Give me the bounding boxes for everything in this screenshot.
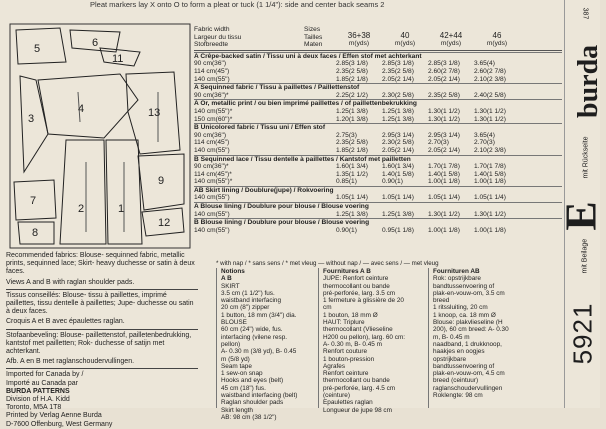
pattern-number: 5921: [567, 302, 598, 365]
unit-label: m(yds): [394, 39, 416, 47]
yardage-cell: 1.30(1 1/2): [428, 107, 460, 115]
yardage-cell: 1.00(1 1/8): [428, 178, 460, 186]
yardage-cell: 2.60(2 7/8): [428, 67, 460, 75]
brand-strip: [556, 0, 606, 408]
divider: [6, 289, 198, 290]
notions-line: Raglan shoulder pads: [221, 399, 284, 407]
table-row: [194, 60, 562, 68]
section-title: B Sequinned lace / Tissu dentelle à paillettes / Kantstof met pailletten: [194, 155, 411, 163]
fournitures-line: A- 0.30 m, B- 0.45 m: [323, 340, 382, 348]
fournitures-line: pré-perforée, larg. 4.5 cm: [323, 384, 396, 392]
yardage-cell: 1.30(1 1/2): [428, 210, 460, 218]
fournituren-line: Fournituren AB: [433, 268, 480, 275]
table-row: [194, 132, 562, 140]
pattern-pieces-diagram: [8, 22, 192, 250]
fabric-recommendations: [6, 252, 198, 428]
notions-line: Notions: [221, 268, 245, 275]
fournitures-column: [318, 268, 426, 414]
table-row: [194, 227, 562, 235]
section-title: A Sequinned fabric / Tissu à paillettes / Paillettenstof: [194, 84, 360, 92]
yardage-cell: 1.85(2 1/8): [336, 75, 368, 83]
fournituren-line: haakjes en oogjes: [433, 348, 485, 356]
fournitures-line: Agrafes: [323, 362, 346, 370]
yardage-cell: 2.70(3): [474, 139, 495, 147]
fournituren-line: breed (ceintuur): [433, 377, 479, 385]
notions-line: 20 cm (8") zipper: [221, 304, 270, 312]
imprint-line: Toronto, M5A 1T8: [6, 404, 62, 412]
header-line: Largeur du tissu: [194, 33, 242, 41]
table-section: [194, 123, 562, 154]
table-row: [194, 139, 562, 147]
notions-line: A B: [221, 275, 232, 283]
size-col-header: [428, 26, 474, 49]
yardage-cell: 2.35(2 5/8): [336, 139, 368, 147]
piece-label: 6: [92, 37, 99, 49]
section-title: A Or, metallic print / ou bien imprimé paillettes / of paillettenbekrukking: [194, 100, 417, 108]
fournituren-column: [428, 268, 562, 408]
notions-line: 45 cm (18") fus.: [221, 384, 266, 392]
page-number: 387: [581, 7, 589, 20]
yardage-cell: 2.85(3 1/8): [382, 60, 414, 68]
notions-line: AB: 98 cm (38 1/2"): [221, 413, 277, 421]
yardage-cell: 1.30(1 1/2): [474, 107, 506, 115]
yardage-cell: 0.95(1 1/8): [382, 226, 414, 234]
divider: [6, 368, 198, 369]
fournitures-line: thermocollant ou bande: [323, 377, 390, 385]
fabric-width-cell: 140 cm(55"): [194, 210, 230, 218]
divider: [6, 329, 198, 330]
size-label: 40: [400, 31, 410, 40]
fournituren-line: Rok: opstrijkbare: [433, 275, 481, 283]
size-label: 46: [492, 31, 502, 40]
piece-label: 8: [32, 227, 39, 239]
nap-note: * with nap / * sans sens / * met vleug — without nap / — avec sens / — met vleug: [216, 260, 439, 267]
table-row: [194, 92, 562, 100]
notions-line: interfacing (vilene resp.: [221, 333, 288, 341]
fournituren-line: bandtussenvoering of: [433, 282, 495, 290]
fournituren-line: plak-en-vouw-om, 4.5 cm: [433, 370, 505, 378]
yardage-cell: 2.70(3): [428, 139, 449, 147]
fournitures-line: Renfort ceinture: [323, 370, 369, 378]
piece-label: 1: [118, 203, 125, 215]
yardage-cell: 2.95(3 1/4): [428, 131, 460, 139]
unit-label: m(yds): [440, 39, 462, 47]
table-sections: [194, 52, 562, 235]
fournitures-line: cm: [323, 304, 332, 312]
fournituren-line: 200), 60 cm breed: A- 0.30: [433, 326, 509, 334]
fournituren-line: m, B- 0.45 m: [433, 333, 470, 341]
yardage-cell: 1.40(1 5/8): [428, 170, 460, 178]
yardage-cell: 0.90(1): [336, 226, 357, 234]
section-title: B Unicolored fabric / Tissu uni / Effen stof: [194, 124, 326, 132]
fournitures-line: Renfort couture: [323, 348, 368, 356]
fournitures-line: 1 fermeture à glissière de 20: [323, 297, 404, 305]
fournituren-line: raglanschoudervullingen: [433, 384, 503, 392]
yardage-cell: 2.30(2 5/8): [382, 91, 414, 99]
table-row: [194, 68, 562, 76]
yardage-cell: 1.00(1 1/8): [428, 226, 460, 234]
fournituren-line: Blouse: plakvlieseline (H: [433, 319, 503, 327]
notions-line: m (5/8 yd): [221, 355, 250, 363]
piece-label: 13: [148, 107, 161, 119]
size-col-header: [382, 26, 428, 49]
table-section: [194, 52, 562, 83]
size-letter: E: [556, 201, 606, 231]
yardage-cell: 1.00(1 1/8): [474, 226, 506, 234]
yardage-cell: 2.35(2 5/8): [428, 91, 460, 99]
header-line: Tailles: [304, 33, 323, 41]
table-row: [194, 116, 562, 124]
mit-beilage-label: mit Beilage: [581, 238, 589, 274]
fournitures-line: Longueur de jupe 98 cm: [323, 406, 392, 414]
notions-line: BLOUSE: [221, 319, 247, 327]
piece-label: 3: [28, 113, 35, 125]
unit-label: m(yds): [348, 39, 370, 47]
header-line: Maten: [304, 41, 323, 49]
yardage-cell: 2.05(2 1/4): [428, 75, 460, 83]
section-title: AB Skirt lining / Doublure(jupe) / Rokvoering: [194, 186, 334, 194]
size-col-header: [474, 26, 520, 49]
piece-label: 12: [158, 217, 171, 229]
fabric-width-cell: 90 cm(36")*: [194, 91, 229, 99]
yardage-cell: 1.05(1 1/4): [336, 194, 368, 202]
size-label: 42+44: [439, 31, 463, 40]
yardage-cell: 1.25(1 3/8): [382, 115, 414, 123]
piece-label: 9: [158, 175, 165, 187]
yardage-cell: 2.85(3 1/8): [336, 60, 368, 68]
fournituren-line: Roklengte: 98 cm: [433, 392, 483, 400]
notions-line: pellon): [221, 340, 241, 348]
piece-2: [60, 140, 106, 244]
table-section: [194, 99, 562, 123]
table-row: [194, 171, 562, 179]
yardage-cell: 1.40(1 5/8): [382, 170, 414, 178]
yardage-cell: 1.60(1 3/4): [382, 163, 414, 171]
fabric-width-cell: 90 cm(36"): [194, 131, 227, 139]
yardage-cell: 2.40(2 5/8): [474, 91, 506, 99]
table-header: [194, 26, 562, 51]
yardage-cell: 2.05(2 1/4): [382, 146, 414, 154]
fournituren-line: breed: [433, 297, 450, 305]
fournituren-line: 1 knoop, ca. 18 mm Ø: [433, 311, 496, 319]
top-strip-text: Pleat markers lay X onto O to form a pleat or tuck (1 1/4"): side and center back seams 2: [90, 0, 385, 9]
imprint-line: BURDA PATTERNS: [6, 387, 70, 395]
yardage-cell: 2.10(2 3/8): [474, 75, 506, 83]
imprint-block: [6, 371, 198, 428]
imprint-line: Importé au Canada par: [6, 379, 78, 387]
fournitures-line: 1 bouton-pression: [323, 355, 375, 363]
views-nl: Afb. A en B met raglanschoudervullingen.: [6, 358, 135, 366]
table-row: [194, 108, 562, 116]
section-title: A Crêpe-backed satin / Tissu uni à deux faces / Effen stof met achterkant: [194, 52, 422, 60]
pattern-pieces-svg: [8, 22, 192, 250]
notions-line: 1 sew-on snap: [221, 370, 263, 378]
notions-line: 3.5 cm (1 1/2") fus.: [221, 289, 275, 297]
notions-line: Seam tape: [221, 362, 252, 370]
yardage-cell: 1.30(1 1/2): [474, 210, 506, 218]
yardage-cell: 1.60(1 3/4): [336, 163, 368, 171]
table-row: [194, 194, 562, 202]
section-title: B Blouse lining / Doublure pour blouse / Blouse voering: [194, 219, 370, 227]
notions-line: 60 cm (24") wide, fus.: [221, 326, 283, 334]
fabric-width-cell: 140 cm(55"): [194, 75, 230, 83]
table-row: [194, 211, 562, 219]
table-section: [194, 186, 562, 202]
yardage-table: [194, 26, 562, 266]
yardage-cell: 1.05(1 1/4): [382, 194, 414, 202]
header-line: Sizes: [304, 26, 321, 33]
yardage-cell: 2.05(2 1/4): [382, 75, 414, 83]
yardage-cell: 1.05(1 1/4): [428, 194, 460, 202]
fournitures-line: pré-perforée, larg. 3.5 cm: [323, 289, 396, 297]
recommended-fr: Tissus conseillés: Blouse- tissu à paillettes, imprimé paillettes, tissu dentelle à paillettes; Jupe- duchesse ou satin à deux faces.: [6, 291, 194, 316]
yardage-cell: 1.00(1 1/8): [474, 178, 506, 186]
notions-line: Hooks and eyes (belt): [221, 377, 284, 385]
yardage-cell: 1.40(1 5/8): [474, 170, 506, 178]
yardage-cell: 3.65(4): [474, 131, 495, 139]
piece-label: 11: [112, 53, 124, 65]
yardage-cell: 1.25(1 3/8): [336, 107, 368, 115]
imprint-line: Division of H.A. Kidd: [6, 396, 70, 404]
fournituren-line: naadband, 1 drukknoop,: [433, 340, 502, 348]
yardage-cell: 2.35(2 5/8): [382, 67, 414, 75]
table-row: [194, 147, 562, 155]
imprint-line: Printed by Verlag Aenne Burda: [6, 412, 102, 420]
table-section: [194, 218, 562, 234]
yardage-cell: 2.35(2 5/8): [336, 67, 368, 75]
fabric-width-cell: 140 cm(55"): [194, 146, 230, 154]
table-row: [194, 178, 562, 186]
fournituren-line: bandtussenvoering of: [433, 362, 495, 370]
fournituren-line: opstrijkbare: [433, 355, 467, 363]
yardage-cell: 0.90(1): [382, 178, 403, 186]
views-fr: Croquis A et B avec épaulettes raglan.: [6, 318, 125, 326]
fabric-width-cell: 90 cm(36")*: [194, 163, 229, 171]
notions-line: SKIRT: [221, 282, 240, 290]
yardage-cell: 2.25(2 1/2): [336, 91, 368, 99]
mit-ruckseite-label: mit Rückseite: [582, 136, 590, 179]
fournitures-line: thermocollant ou bande: [323, 282, 390, 290]
size-col-header: [336, 26, 382, 49]
yardage-cell: 3.65(4): [474, 60, 495, 68]
fournitures-line: JUPE: Renfort ceinture: [323, 275, 389, 283]
yardage-cell: 2.75(3): [336, 131, 357, 139]
yardage-cell: 1.30(1 1/2): [474, 115, 506, 123]
fabric-width-cell: 90 cm(36"): [194, 60, 227, 68]
fabric-width-cell: 114 cm(45"): [194, 67, 230, 75]
sizes-header: [304, 26, 336, 49]
notions-line: 1 button, 18 mm (3/4") dia.: [221, 311, 297, 319]
yardage-cell: 2.10(2 3/8): [474, 146, 506, 154]
fabric-width-cell: 140 cm(55"): [194, 226, 230, 234]
imprint-line: D-7600 Offenburg, West Germany: [6, 420, 113, 428]
notions-line: waistband interfacing (belt): [221, 392, 298, 400]
fournitures-line: Epaulettes raglan: [323, 399, 373, 407]
unit-label: m(yds): [486, 39, 508, 47]
yardage-cell: 1.35(1 1/2): [336, 170, 368, 178]
section-title: A Blouse lining / Doublure pour blouse / Blouse voering: [194, 203, 369, 211]
table-section: [194, 202, 562, 218]
yardage-cell: 2.85(3 1/8): [428, 60, 460, 68]
fournitures-line: thermocollant (Vlieseline: [323, 326, 393, 334]
piece-5: [16, 28, 66, 64]
fabric-width-cell: 140 cm(55"): [194, 194, 230, 202]
header-line: Stofbreedte: [194, 41, 229, 49]
fabric-width-cell: 114 cm(45")*: [194, 170, 232, 178]
burda-logo: burda: [573, 44, 604, 118]
yardage-cell: 1.25(1 3/8): [382, 107, 414, 115]
piece-label: 4: [78, 103, 85, 115]
fabric-width-header: [194, 26, 304, 49]
fabric-width-cell: 140 cm(55")*: [194, 178, 233, 186]
notions-column: [216, 268, 316, 421]
yardage-cell: 0.85(1): [336, 178, 357, 186]
fabric-width-cell: 114 cm(45"): [194, 139, 230, 147]
yardage-cell: 1.25(1 3/8): [336, 210, 368, 218]
fournituren-line: plak-en-vouw-om, 3.5 cm: [433, 289, 505, 297]
fournitures-line: (ceinture): [323, 392, 350, 400]
notions-line: A- 0.30 m (3/8 yd), B- 0.45: [221, 348, 297, 356]
table-section: [194, 83, 562, 99]
yardage-cell: 1.70(1 7/8): [428, 163, 460, 171]
fournitures-line: H200 ou pellon), larg. 60 cm:: [323, 333, 406, 341]
yardage-cell: 2.60(2 7/8): [474, 67, 506, 75]
yardage-cell: 2.95(3 1/4): [382, 131, 414, 139]
yardage-cell: 1.85(2 1/8): [336, 146, 368, 154]
fournitures-line: 1 bouton, 18 mm Ø: [323, 311, 378, 319]
piece-4: [38, 74, 138, 138]
fabric-width-cell: 140 cm(55")*: [194, 107, 233, 115]
yardage-cell: 1.05(1 1/4): [474, 194, 506, 202]
views-en: Views A and B with raglan shoulder pads.: [6, 278, 135, 286]
notions-line: waistband interfacing: [221, 297, 282, 305]
fabric-width-cell: 150 cm(60")*: [194, 115, 233, 123]
imprint-line: Imported for Canada by /: [6, 371, 84, 379]
table-section: [194, 155, 562, 186]
yardage-cell: 2.05(2 1/4): [428, 146, 460, 154]
fournituren-line: 1 ritssluiting, 20 cm: [433, 304, 488, 312]
yardage-cell: 1.70(1 7/8): [474, 163, 506, 171]
piece-label: 7: [30, 195, 37, 207]
piece-label: 2: [78, 203, 85, 215]
yardage-cell: 1.20(1 3/8): [336, 115, 368, 123]
yardage-cell: 1.30(1 1/2): [428, 115, 460, 123]
recommended-nl: Stofaanbeveling: Blouse- paillettenstof, pailletenbedrukking, kantstof met pailletten; Rok- duchesse of satijn met achterkant.: [6, 331, 192, 356]
piece-label: 5: [34, 43, 41, 55]
header-line: Fabric width: [194, 26, 230, 33]
fournitures-line: Fournitures A B: [323, 268, 371, 275]
table-row: [194, 76, 562, 84]
recommended-en: Recommended fabrics: Blouse- sequinned fabric, metallic prints, sequinned lace; Skirt- heavy duchesse or satin à deux faces.: [6, 252, 195, 276]
table-row: [194, 163, 562, 171]
notions-line: Skirt length: [221, 406, 253, 414]
yardage-cell: 1.25(1 3/8): [382, 210, 414, 218]
yardage-cell: 2.30(2 5/8): [382, 139, 414, 147]
fournitures-line: HAUT: Triplure: [323, 319, 365, 327]
size-label: 36+38: [347, 31, 371, 40]
